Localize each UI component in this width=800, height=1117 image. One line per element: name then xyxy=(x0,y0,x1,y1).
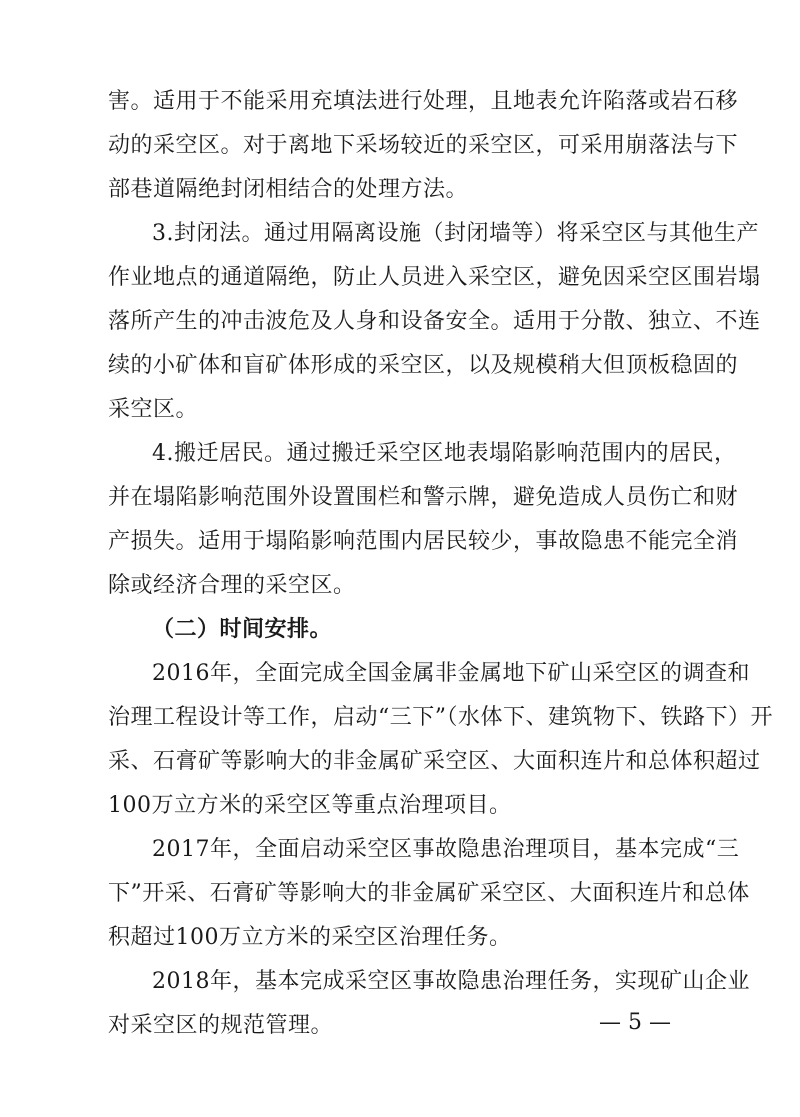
body-line-15: 治理工程设计等工作，启动“三下”（水体下、建筑物下、铁路下）开 xyxy=(108,705,773,730)
body-line-9: 4.搬迁居民。通过搬迁采空区地表塌陷影响范围内的居民， xyxy=(152,441,737,466)
body-line-11: 产损失。适用于塌陷影响范围内居民较少，事故隐患不能完全消 xyxy=(108,529,739,554)
body-line-1: 害。适用于不能采用充填法进行处理，且地表允许陷落或岩石移 xyxy=(108,89,739,114)
body-line-3: 部巷道隔绝封闭相结合的处理方法。 xyxy=(108,177,469,202)
body-line-22: 对采空区的规范管理。 xyxy=(108,1013,334,1038)
section-heading: （二）时间安排。 xyxy=(152,617,333,642)
body-line-4: 3.封闭法。通过用隔离设施（封闭墙等）将采空区与其他生产 xyxy=(152,221,759,246)
body-line-8: 采空区。 xyxy=(108,397,199,422)
body-line-14: 2016年，全面完成全国金属非金属地下矿山采空区的调查和 xyxy=(152,661,750,686)
body-line-19: 下”开采、石膏矿等影响大的非金属矿采空区、大面积连片和总体 xyxy=(108,881,750,906)
body-line-21: 2018年，基本完成采空区事故隐患治理任务，实现矿山企业 xyxy=(152,969,750,994)
body-line-7: 续的小矿体和盲矿体形成的采空区，以及规模稍大但顶板稳固的 xyxy=(108,353,739,378)
body-line-18: 2017年，全面启动采空区事故隐患治理项目，基本完成“三 xyxy=(152,837,740,862)
body-line-20: 积超过100万立方米的采空区治理任务。 xyxy=(108,925,512,950)
body-line-5: 作业地点的通道隔绝，防止人员进入采空区，避免因采空区围岩塌 xyxy=(108,265,761,290)
body-line-12: 除或经济合理的采空区。 xyxy=(108,573,356,598)
body-line-10: 并在塌陷影响范围外设置围栏和警示牌，避免造成人员伤亡和财 xyxy=(108,485,739,510)
page-number: — 5 — xyxy=(599,1010,671,1035)
body-line-2: 动的采空区。对于离地下采场较近的采空区，可采用崩落法与下 xyxy=(108,133,739,158)
body-line-17: 100万立方米的采空区等重点治理项目。 xyxy=(108,793,512,818)
body-line-6: 落所产生的冲击波危及人身和设备安全。适用于分散、独立、不连 xyxy=(108,309,761,334)
body-line-16: 采、石膏矿等影响大的非金属矿采空区、大面积连片和总体积超过 xyxy=(108,749,761,774)
